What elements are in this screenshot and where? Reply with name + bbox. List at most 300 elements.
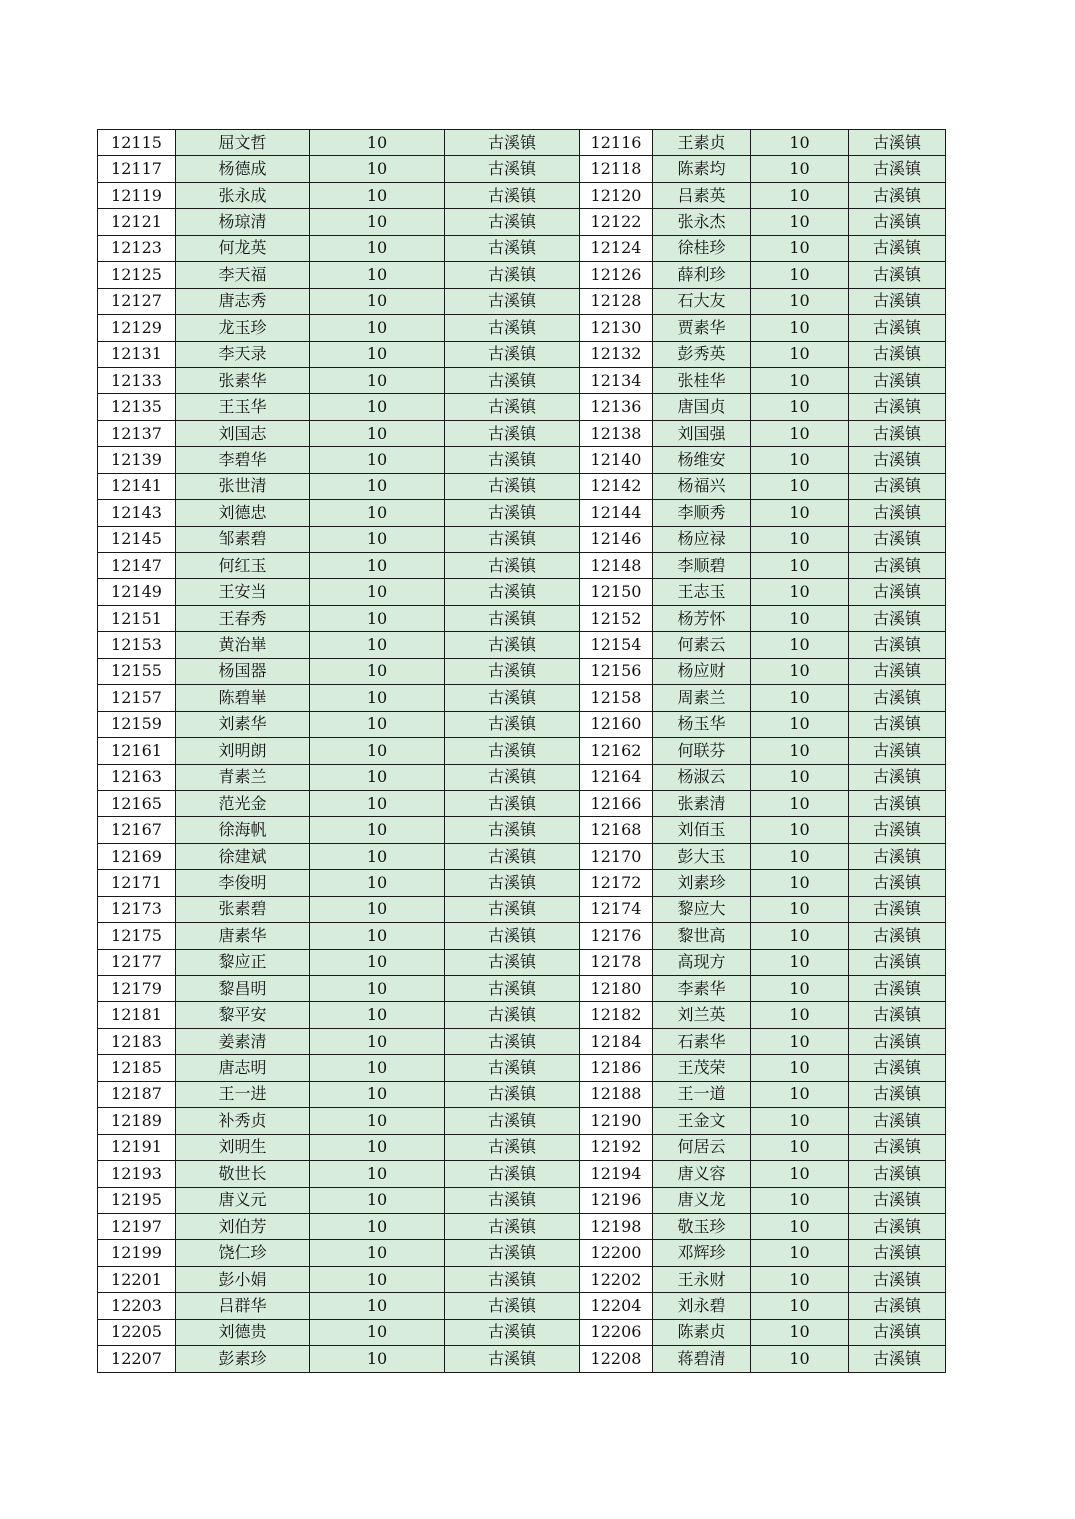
amount-cell: 10 [751,1055,849,1081]
record-id-cell: 12150 [580,579,653,605]
amount-cell: 10 [751,130,849,156]
person-name-cell: 杨琼清 [176,209,310,235]
town-name-cell: 古溪镇 [849,685,946,711]
person-name-cell: 吕素英 [653,182,751,208]
table-row [98,632,946,658]
table-row [98,1346,946,1372]
person-name-cell: 何红玉 [176,553,310,579]
town-name-cell: 古溪镇 [849,473,946,499]
record-id-cell: 12131 [98,341,176,367]
table-row [98,526,946,552]
table-row [98,394,946,420]
table-row [98,790,946,816]
person-name-cell: 杨玉华 [653,711,751,737]
amount-cell: 10 [310,1161,445,1187]
town-name-cell: 古溪镇 [445,1187,580,1213]
record-id-cell: 12155 [98,658,176,684]
town-name-cell: 古溪镇 [445,420,580,446]
town-name-cell: 古溪镇 [849,711,946,737]
table-row [98,843,946,869]
town-name-cell: 古溪镇 [445,896,580,922]
town-name-cell: 古溪镇 [849,394,946,420]
person-name-cell: 刘兰英 [653,1002,751,1028]
record-id-cell: 12140 [580,447,653,473]
amount-cell: 10 [751,685,849,711]
person-name-cell: 李俊明 [176,870,310,896]
amount-cell: 10 [310,341,445,367]
town-name-cell: 古溪镇 [849,949,946,975]
record-id-cell: 12145 [98,526,176,552]
record-id-cell: 12116 [580,130,653,156]
table-row [98,605,946,631]
person-name-cell: 王志玉 [653,579,751,605]
amount-cell: 10 [751,1293,849,1319]
amount-cell: 10 [751,1213,849,1239]
record-id-cell: 12134 [580,367,653,393]
amount-cell: 10 [751,341,849,367]
amount-cell: 10 [310,1293,445,1319]
amount-cell: 10 [310,1134,445,1160]
person-name-cell: 彭素珍 [176,1346,310,1372]
amount-cell: 10 [751,579,849,605]
amount-cell: 10 [751,262,849,288]
table-row [98,1240,946,1266]
record-id-cell: 12151 [98,605,176,631]
person-name-cell: 杨淑云 [653,764,751,790]
record-id-cell: 12174 [580,896,653,922]
person-name-cell: 李天福 [176,262,310,288]
amount-cell: 10 [751,658,849,684]
person-name-cell: 刘德忠 [176,500,310,526]
town-name-cell: 古溪镇 [849,896,946,922]
town-name-cell: 古溪镇 [849,1134,946,1160]
person-name-cell: 黎应正 [176,949,310,975]
amount-cell: 10 [751,1134,849,1160]
person-name-cell: 张素碧 [176,896,310,922]
record-id-cell: 12146 [580,526,653,552]
amount-cell: 10 [310,605,445,631]
record-id-cell: 12136 [580,394,653,420]
amount-cell: 10 [751,632,849,658]
town-name-cell: 古溪镇 [445,870,580,896]
amount-cell: 10 [751,976,849,1002]
town-name-cell: 古溪镇 [445,315,580,341]
town-name-cell: 古溪镇 [445,1161,580,1187]
town-name-cell: 古溪镇 [849,130,946,156]
amount-cell: 10 [310,1346,445,1372]
record-id-cell: 12208 [580,1346,653,1372]
amount-cell: 10 [310,367,445,393]
amount-cell: 10 [310,738,445,764]
person-name-cell: 邹素碧 [176,526,310,552]
town-name-cell: 古溪镇 [445,1346,580,1372]
record-id-cell: 12160 [580,711,653,737]
table-row [98,896,946,922]
record-id-cell: 12149 [98,579,176,605]
record-id-cell: 12187 [98,1081,176,1107]
town-name-cell: 古溪镇 [849,262,946,288]
person-name-cell: 刘国志 [176,420,310,446]
amount-cell: 10 [310,579,445,605]
town-name-cell: 古溪镇 [445,1293,580,1319]
amount-cell: 10 [310,130,445,156]
town-name-cell: 古溪镇 [445,1055,580,1081]
person-name-cell: 杨德成 [176,156,310,182]
record-id-cell: 12124 [580,235,653,261]
town-name-cell: 古溪镇 [445,1134,580,1160]
person-name-cell: 王一道 [653,1081,751,1107]
town-name-cell: 古溪镇 [445,262,580,288]
town-name-cell: 古溪镇 [445,790,580,816]
person-name-cell: 王春秀 [176,605,310,631]
town-name-cell: 古溪镇 [849,1081,946,1107]
record-id-cell: 12141 [98,473,176,499]
town-name-cell: 古溪镇 [445,949,580,975]
person-name-cell: 张永成 [176,182,310,208]
record-id-cell: 12191 [98,1134,176,1160]
record-id-cell: 12118 [580,156,653,182]
town-name-cell: 古溪镇 [849,579,946,605]
person-name-cell: 周素兰 [653,685,751,711]
amount-cell: 10 [751,1108,849,1134]
town-name-cell: 古溪镇 [445,235,580,261]
person-name-cell: 黎昌明 [176,976,310,1002]
town-name-cell: 古溪镇 [445,685,580,711]
person-name-cell: 何素云 [653,632,751,658]
amount-cell: 10 [310,553,445,579]
record-id-cell: 12147 [98,553,176,579]
amount-cell: 10 [751,1319,849,1345]
town-name-cell: 古溪镇 [445,526,580,552]
town-name-cell: 古溪镇 [445,1002,580,1028]
table-row [98,764,946,790]
record-id-cell: 12193 [98,1161,176,1187]
town-name-cell: 古溪镇 [445,553,580,579]
table-row [98,1319,946,1345]
amount-cell: 10 [751,711,849,737]
table-row [98,817,946,843]
amount-cell: 10 [310,235,445,261]
town-name-cell: 古溪镇 [849,1266,946,1292]
amount-cell: 10 [310,1081,445,1107]
town-name-cell: 古溪镇 [445,764,580,790]
person-name-cell: 青素兰 [176,764,310,790]
amount-cell: 10 [310,447,445,473]
amount-cell: 10 [751,896,849,922]
town-name-cell: 古溪镇 [445,843,580,869]
town-name-cell: 古溪镇 [849,553,946,579]
person-name-cell: 杨应禄 [653,526,751,552]
town-name-cell: 古溪镇 [445,579,580,605]
amount-cell: 10 [310,764,445,790]
person-name-cell: 贾素华 [653,315,751,341]
record-id-cell: 12198 [580,1213,653,1239]
person-name-cell: 王茂荣 [653,1055,751,1081]
record-id-cell: 12137 [98,420,176,446]
town-name-cell: 古溪镇 [849,1108,946,1134]
person-name-cell: 王玉华 [176,394,310,420]
town-name-cell: 古溪镇 [445,1266,580,1292]
person-name-cell: 蒋碧清 [653,1346,751,1372]
record-id-cell: 12142 [580,473,653,499]
amount-cell: 10 [310,896,445,922]
town-name-cell: 古溪镇 [849,1240,946,1266]
town-name-cell: 古溪镇 [445,1028,580,1054]
amount-cell: 10 [310,1055,445,1081]
person-name-cell: 敬玉珍 [653,1213,751,1239]
person-name-cell: 杨应财 [653,658,751,684]
person-name-cell: 何联芬 [653,738,751,764]
amount-cell: 10 [751,843,849,869]
amount-cell: 10 [310,1028,445,1054]
person-name-cell: 张素华 [176,367,310,393]
record-id-cell: 12138 [580,420,653,446]
person-name-cell: 彭大玉 [653,843,751,869]
record-id-cell: 12183 [98,1028,176,1054]
amount-cell: 10 [310,262,445,288]
person-name-cell: 李碧华 [176,447,310,473]
record-id-cell: 12120 [580,182,653,208]
table-row [98,473,946,499]
person-name-cell: 唐国贞 [653,394,751,420]
person-name-cell: 张永杰 [653,209,751,235]
amount-cell: 10 [310,1187,445,1213]
person-name-cell: 李素华 [653,976,751,1002]
record-id-cell: 12200 [580,1240,653,1266]
record-id-cell: 12154 [580,632,653,658]
town-name-cell: 古溪镇 [445,288,580,314]
record-id-cell: 12188 [580,1081,653,1107]
person-name-cell: 刘素华 [176,711,310,737]
amount-cell: 10 [751,156,849,182]
amount-cell: 10 [751,1187,849,1213]
amount-cell: 10 [310,1108,445,1134]
person-name-cell: 杨芳怀 [653,605,751,631]
town-name-cell: 古溪镇 [849,738,946,764]
record-id-cell: 12127 [98,288,176,314]
person-name-cell: 唐志明 [176,1055,310,1081]
table-row [98,288,946,314]
town-name-cell: 古溪镇 [445,447,580,473]
table-row [98,209,946,235]
record-id-cell: 12143 [98,500,176,526]
record-id-cell: 12175 [98,923,176,949]
person-name-cell: 黄治崋 [176,632,310,658]
town-name-cell: 古溪镇 [849,447,946,473]
record-id-cell: 12163 [98,764,176,790]
amount-cell: 10 [751,1161,849,1187]
town-name-cell: 古溪镇 [849,923,946,949]
town-name-cell: 古溪镇 [849,843,946,869]
record-id-cell: 12184 [580,1028,653,1054]
record-id-cell: 12129 [98,315,176,341]
town-name-cell: 古溪镇 [849,1055,946,1081]
record-id-cell: 12144 [580,500,653,526]
amount-cell: 10 [751,764,849,790]
town-name-cell: 古溪镇 [849,209,946,235]
record-id-cell: 12186 [580,1055,653,1081]
person-name-cell: 何龙英 [176,235,310,261]
amount-cell: 10 [751,209,849,235]
record-id-cell: 12201 [98,1266,176,1292]
person-name-cell: 补秀贞 [176,1108,310,1134]
person-name-cell: 彭秀英 [653,341,751,367]
record-id-cell: 12171 [98,870,176,896]
record-id-cell: 12177 [98,949,176,975]
table-row [98,870,946,896]
amount-cell: 10 [751,235,849,261]
person-name-cell: 陈碧崋 [176,685,310,711]
amount-cell: 10 [751,553,849,579]
amount-cell: 10 [751,738,849,764]
record-id-cell: 12176 [580,923,653,949]
amount-cell: 10 [310,1266,445,1292]
person-name-cell: 吕群华 [176,1293,310,1319]
record-id-cell: 12179 [98,976,176,1002]
table-row [98,447,946,473]
record-id-cell: 12190 [580,1108,653,1134]
town-name-cell: 古溪镇 [849,1028,946,1054]
record-id-cell: 12125 [98,262,176,288]
town-name-cell: 古溪镇 [445,976,580,1002]
table-row [98,367,946,393]
record-id-cell: 12180 [580,976,653,1002]
record-id-cell: 12173 [98,896,176,922]
amount-cell: 10 [310,473,445,499]
amount-cell: 10 [751,1002,849,1028]
amount-cell: 10 [751,949,849,975]
town-name-cell: 古溪镇 [849,420,946,446]
record-id-cell: 12167 [98,817,176,843]
person-name-cell: 唐志秀 [176,288,310,314]
record-id-cell: 12192 [580,1134,653,1160]
table-row [98,1266,946,1292]
amount-cell: 10 [310,843,445,869]
person-name-cell: 敬世长 [176,1161,310,1187]
record-id-cell: 12195 [98,1187,176,1213]
amount-cell: 10 [751,447,849,473]
record-id-cell: 12128 [580,288,653,314]
record-id-cell: 12153 [98,632,176,658]
person-name-cell: 刘伯芳 [176,1213,310,1239]
table-row [98,1161,946,1187]
table-row [98,341,946,367]
record-id-cell: 12130 [580,315,653,341]
record-id-cell: 12117 [98,156,176,182]
amount-cell: 10 [751,182,849,208]
amount-cell: 10 [310,790,445,816]
record-id-cell: 12162 [580,738,653,764]
record-id-cell: 12204 [580,1293,653,1319]
record-id-cell: 12168 [580,817,653,843]
amount-cell: 10 [310,632,445,658]
amount-cell: 10 [310,711,445,737]
record-id-cell: 12115 [98,130,176,156]
amount-cell: 10 [751,526,849,552]
record-id-cell: 12123 [98,235,176,261]
town-name-cell: 古溪镇 [445,1108,580,1134]
person-name-cell: 龙玉珍 [176,315,310,341]
record-id-cell: 12133 [98,367,176,393]
table-row [98,262,946,288]
amount-cell: 10 [751,1028,849,1054]
record-id-cell: 12165 [98,790,176,816]
person-name-cell: 杨福兴 [653,473,751,499]
amount-cell: 10 [310,658,445,684]
town-name-cell: 古溪镇 [849,341,946,367]
amount-cell: 10 [310,156,445,182]
table-row [98,1028,946,1054]
person-name-cell: 李顺秀 [653,500,751,526]
record-id-cell: 12197 [98,1213,176,1239]
amount-cell: 10 [751,420,849,446]
person-name-cell: 邓辉珍 [653,1240,751,1266]
record-id-cell: 12189 [98,1108,176,1134]
record-id-cell: 12202 [580,1266,653,1292]
town-name-cell: 古溪镇 [849,817,946,843]
town-name-cell: 古溪镇 [445,923,580,949]
person-name-cell: 石素华 [653,1028,751,1054]
table-row [98,711,946,737]
amount-cell: 10 [751,790,849,816]
table-row [98,553,946,579]
record-id-cell: 12157 [98,685,176,711]
table-row [98,685,946,711]
person-name-cell: 刘永碧 [653,1293,751,1319]
person-name-cell: 薛利珍 [653,262,751,288]
amount-cell: 10 [751,1081,849,1107]
person-name-cell: 唐素华 [176,923,310,949]
table-row [98,1108,946,1134]
town-name-cell: 古溪镇 [445,341,580,367]
town-name-cell: 古溪镇 [445,367,580,393]
table-row [98,738,946,764]
person-name-cell: 刘明朗 [176,738,310,764]
amount-cell: 10 [310,1319,445,1345]
amount-cell: 10 [751,394,849,420]
town-name-cell: 古溪镇 [445,394,580,420]
person-name-cell: 刘国强 [653,420,751,446]
town-name-cell: 古溪镇 [849,1187,946,1213]
amount-cell: 10 [751,923,849,949]
town-name-cell: 古溪镇 [849,790,946,816]
table-row [98,1134,946,1160]
town-name-cell: 古溪镇 [849,288,946,314]
person-name-cell: 杨维安 [653,447,751,473]
town-name-cell: 古溪镇 [849,632,946,658]
amount-cell: 10 [751,605,849,631]
person-name-cell: 范光金 [176,790,310,816]
town-name-cell: 古溪镇 [445,1081,580,1107]
record-id-cell: 12159 [98,711,176,737]
town-name-cell: 古溪镇 [849,1319,946,1345]
town-name-cell: 古溪镇 [849,1346,946,1372]
person-name-cell: 黎应大 [653,896,751,922]
amount-cell: 10 [310,923,445,949]
table-row [98,1002,946,1028]
amount-cell: 10 [310,526,445,552]
amount-cell: 10 [751,288,849,314]
person-name-cell: 何居云 [653,1134,751,1160]
town-name-cell: 古溪镇 [849,367,946,393]
person-name-cell: 徐海帆 [176,817,310,843]
amount-cell: 10 [310,1213,445,1239]
amount-cell: 10 [310,182,445,208]
town-name-cell: 古溪镇 [849,605,946,631]
amount-cell: 10 [751,870,849,896]
table-row [98,1081,946,1107]
record-id-cell: 12139 [98,447,176,473]
